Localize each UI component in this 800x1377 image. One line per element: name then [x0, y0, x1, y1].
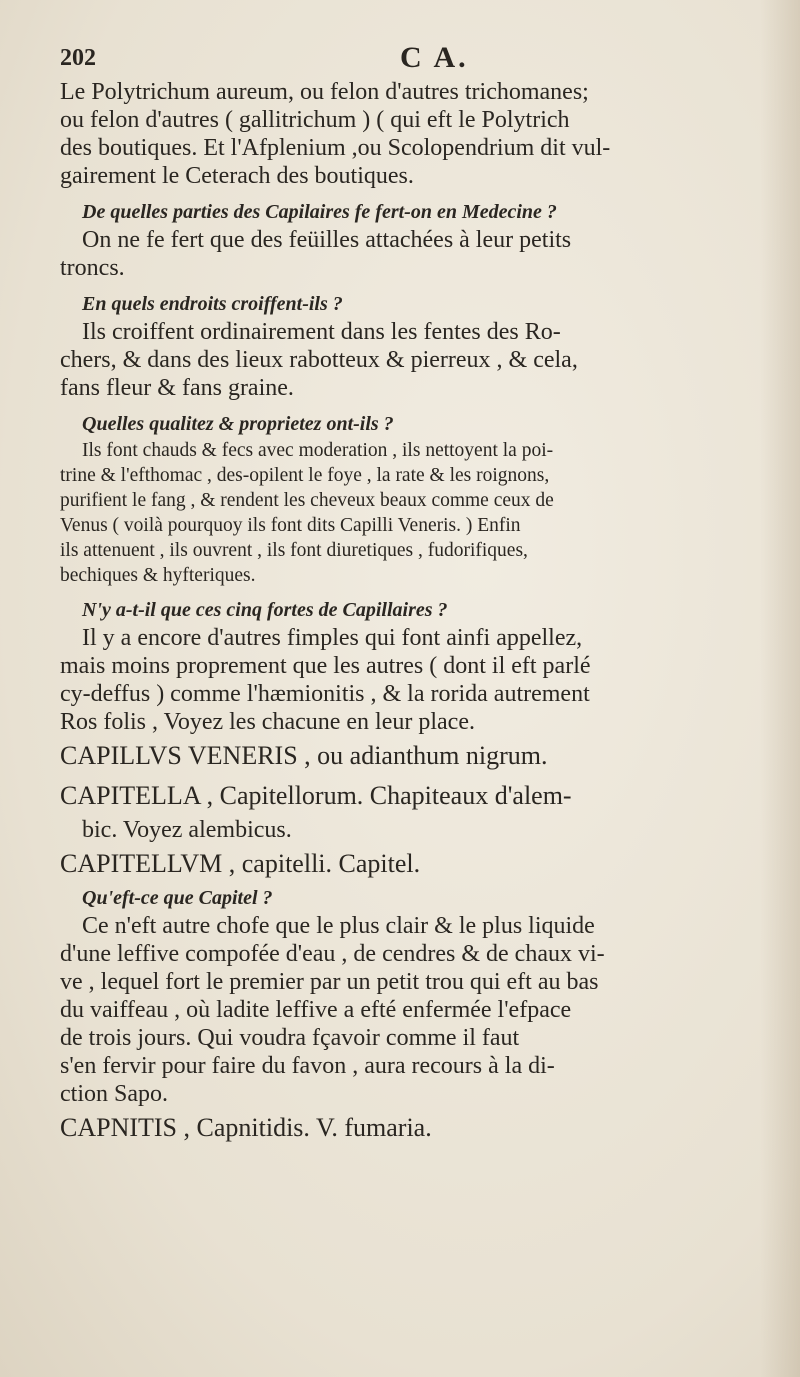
text-line: ction Sapo.: [60, 1081, 168, 1107]
text-line: chers, & dans des lieux rabotteux & pierreux , & cela,: [60, 347, 578, 373]
text-line: ve , lequel fort le premier par un petit trou qui eft au bas: [60, 969, 599, 995]
text-line: ils attenuent , ils ouvrent , ils font diuretiques , fudorifiques,: [60, 540, 528, 561]
question-heading: De quelles parties des Capilaires fe fert-on en Medecine ?: [82, 201, 557, 223]
text-line: Venus ( voilà pourquoy ils font dits Capilli Veneris. ) Enfin: [60, 515, 521, 536]
text-line: purifient le fang , & rendent les cheveux beaux comme ceux de: [60, 490, 554, 511]
text-line: ou felon d'autres ( gallitrichum ) ( qui eft le Polytrich: [60, 107, 570, 133]
entry-heading: CAPITELLVM , capitelli. Capitel.: [60, 849, 421, 878]
text-line: Ros folis , Voyez les chacune en leur place.: [60, 709, 475, 735]
text-line: Le Polytrichum aureum, ou felon d'autres trichomanes;: [60, 79, 589, 105]
question-heading: En quels endroits croiffent-ils ?: [82, 293, 343, 315]
page-edge-shadow: [760, 0, 800, 1377]
running-head: C A.: [400, 41, 469, 74]
text-line: bic. Voyez alembicus.: [82, 817, 292, 843]
text-line: On ne fe fert que des feüilles attachées à leur petits: [82, 227, 572, 253]
text-line: trine & l'efthomac , des-opilent le foye , la rate & les roignons,: [60, 465, 550, 486]
text-line: des boutiques. Et l'Afplenium ,ou Scolopendrium dit vul-: [60, 135, 611, 161]
text-line: fans fleur & fans graine.: [60, 375, 294, 401]
text-line: Ils croiffent ordinairement dans les fentes des Ro-: [82, 319, 561, 345]
text-line: mais moins proprement que les autres ( dont il eft parlé: [60, 653, 591, 679]
text-line: gairement le Ceterach des boutiques.: [60, 163, 414, 189]
page-body: [60, 78, 760, 1148]
text-line: Ils font chauds & fecs avec moderation , ils nettoyent la poi-: [82, 440, 554, 461]
text-line: Il y a encore d'autres fimples qui font ainfi appellez,: [82, 625, 583, 651]
entry-heading: CAPILLVS VENERIS , ou adianthum nigrum.: [60, 741, 548, 770]
entry-heading: CAPITELLA , Capitellorum. Chapiteaux d'alem-: [60, 781, 572, 810]
page-number: 202: [60, 45, 96, 71]
text-line: d'une leffive compofée d'eau , de cendres & de chaux vi-: [60, 941, 605, 967]
text-line: s'en fervir pour faire du favon , aura recours à la di-: [60, 1053, 555, 1079]
question-heading: N'y a-t-il que ces cinq fortes de Capillaires ?: [82, 599, 448, 621]
question-heading: Quelles qualitez & proprietez ont-ils ?: [82, 413, 394, 435]
text-line: du vaiffeau , où ladite leffive a efté enfermée l'efpace: [60, 997, 572, 1023]
text-line: bechiques & hyfteriques.: [60, 565, 256, 586]
question-heading: Qu'eft-ce que Capitel ?: [82, 887, 273, 909]
entry-heading: CAPNITIS , Capnitidis. V. fumaria.: [60, 1113, 432, 1142]
text-line: Ce n'eft autre chofe que le plus clair & le plus liquide: [82, 913, 595, 939]
text-line: de trois jours. Qui voudra fçavoir comme il faut: [60, 1025, 520, 1051]
text-line: troncs.: [60, 255, 125, 281]
text-line: cy-deffus ) comme l'hæmionitis , & la rorida autrement: [60, 681, 590, 707]
